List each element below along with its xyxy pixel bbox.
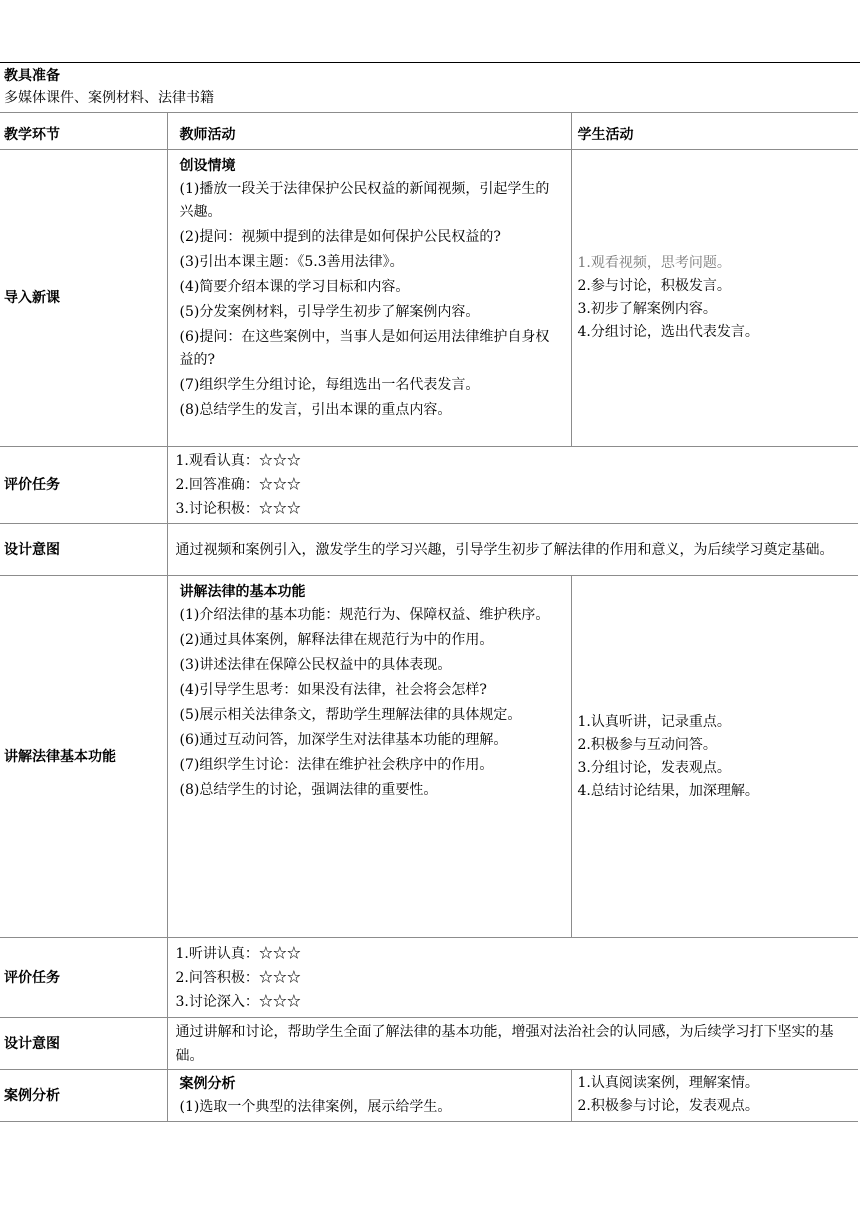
student-explain-item: 2.积极参与互动问答。 [577, 736, 717, 753]
teaching-aids-heading: 教具准备 [4, 68, 60, 84]
student-intro-item: 3.初步了解案例内容。 [577, 301, 717, 317]
teacher-explain-item: (1)介绍法律的基本功能：规范行为、保障权益、维护秩序。 [179, 607, 550, 623]
stage-case: 案例分析 [0, 1070, 167, 1122]
student-intro-item: 1.观看视频，思考问题。 [577, 255, 731, 271]
teacher-explain-item: (5)展示相关法律条文，帮助学生理解法律的具体规定。 [179, 707, 522, 723]
teacher-explain-item: (4)引导学生思考：如果没有法律，社会将会怎样? [179, 682, 487, 698]
teacher-intro-item: (2)提问：视频中提到的法律是如何保护公民权益的? [179, 229, 501, 245]
student-activity-case [571, 1070, 858, 1122]
header-stage: 教学环节 [0, 113, 167, 150]
student-case-item: 1.认真阅读案例，理解案情。 [577, 1075, 759, 1091]
teacher-intro-item: (6)提问：在这些案例中，当事人是如何运用法律维护自身权益的? [179, 329, 550, 368]
student-explain-item: 3.分组讨论，发表观点。 [577, 759, 731, 776]
table-row-case [0, 1070, 858, 1122]
teacher-case-item: (1)选取一个典型的法律案例，展示给学生。 [179, 1099, 452, 1115]
table-row-design-1 [0, 524, 858, 576]
eval-2-item: 2.问答积极：☆☆☆ [175, 969, 301, 986]
table-header-row [0, 113, 858, 150]
stage-eval-2: 评价任务 [0, 938, 167, 1018]
eval-1-content [167, 447, 858, 524]
stage-design-2: 设计意图 [0, 1018, 167, 1070]
top-rule [0, 62, 860, 63]
teacher-activity-case [167, 1070, 571, 1122]
student-intro-item: 4.分组讨论，选出代表发言。 [577, 324, 759, 340]
teacher-explain-item: (6)通过互动问答，加深学生对法律基本功能的理解。 [179, 732, 508, 748]
table-row-explain [0, 576, 858, 938]
student-intro-item: 2.参与讨论，积极发言。 [577, 278, 731, 294]
eval-2-content [167, 938, 858, 1018]
teacher-activity-explain [167, 576, 571, 938]
teaching-aids-content: 多媒体课件、案例材料、法律书籍 [4, 90, 214, 106]
eval-1-item: 3.讨论积极：☆☆☆ [175, 501, 301, 517]
teacher-case-title: 案例分析 [179, 1076, 236, 1092]
eval-2-item: 3.讨论深入：☆☆☆ [175, 993, 301, 1010]
teacher-intro-item: (8)总结学生的发言，引出本课的重点内容。 [179, 402, 452, 418]
student-case-item: 2.积极参与讨论，发表观点。 [577, 1098, 759, 1114]
student-activity-explain [571, 576, 858, 938]
teacher-explain-item: (7)组织学生讨论：法律在维护社会秩序中的作用。 [179, 757, 494, 773]
lesson-plan-table [0, 112, 858, 1122]
design-2-text: 通过讲解和讨论，帮助学生全面了解法律的基本功能，增强对法治社会的认同感，为后续学习打下坚实的基础。 [167, 1018, 858, 1070]
teacher-intro-item: (5)分发案例材料，引导学生初步了解案例内容。 [179, 304, 480, 320]
eval-1-item: 1.观看认真：☆☆☆ [175, 453, 301, 469]
stage-explain: 讲解法律基本功能 [0, 576, 167, 938]
teacher-explain-item: (3)讲述法律在保障公民权益中的具体表现。 [179, 657, 452, 673]
table-row-design-2 [0, 1018, 858, 1070]
student-explain-item: 1.认真听讲，记录重点。 [577, 713, 731, 730]
student-explain-item: 4.总结讨论结果，加深理解。 [577, 782, 759, 799]
stage-design-1: 设计意图 [0, 524, 167, 576]
student-activity-intro [571, 150, 858, 447]
teacher-intro-item: (7)组织学生分组讨论，每组选出一名代表发言。 [179, 377, 480, 393]
table-row-eval-1 [0, 447, 858, 524]
header-student: 学生活动 [571, 113, 858, 150]
teacher-intro-item: (1)播放一段关于法律保护公民权益的新闻视频，引起学生的兴趣。 [179, 181, 550, 220]
teaching-aids-section [4, 65, 214, 109]
table-row-intro [0, 150, 858, 447]
teacher-intro-item: (3)引出本课主题：《5.3善用法律》。 [179, 254, 404, 270]
stage-intro: 导入新课 [0, 150, 167, 447]
teacher-explain-title: 讲解法律的基本功能 [179, 584, 306, 600]
teacher-intro-title: 创设情境 [179, 158, 236, 174]
teacher-intro-item: (4)简要介绍本课的学习目标和内容。 [179, 279, 410, 295]
table-row-eval-2 [0, 938, 858, 1018]
design-1-text: 通过视频和案例引入，激发学生的学习兴趣，引导学生初步了解法律的作用和意义，为后续学习奠定基础。 [167, 524, 858, 576]
stage-eval-1: 评价任务 [0, 447, 167, 524]
teacher-explain-item: (2)通过具体案例，解释法律在规范行为中的作用。 [179, 632, 494, 648]
header-teacher: 教师活动 [167, 113, 571, 150]
eval-2-item: 1.听讲认真：☆☆☆ [175, 945, 301, 962]
eval-1-item: 2.回答准确：☆☆☆ [175, 477, 301, 493]
teacher-explain-item: (8)总结学生的讨论，强调法律的重要性。 [179, 782, 438, 798]
teacher-activity-intro [167, 150, 571, 447]
